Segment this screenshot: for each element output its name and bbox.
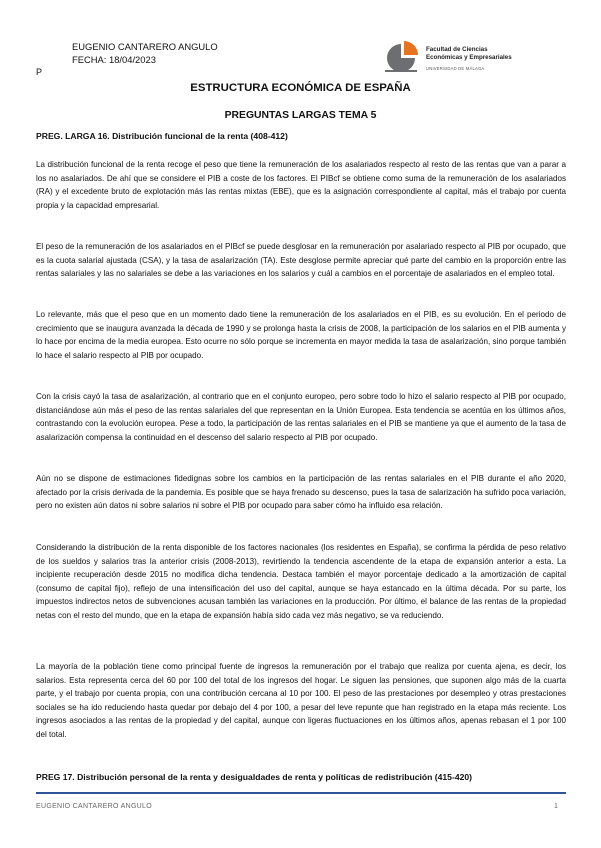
- section-heading-16: PREG. LARGA 16. Distribución funcional de la renta (408-412): [36, 131, 288, 141]
- p-mark: P: [36, 67, 43, 77]
- paragraph-1: La distribución funcional de la renta recoge el peso que tiene la remuneración de los asalariados respecto al resto de las rentas que van a parar a los no asalariados. De ahí que se considere el PIB a coste de los factores. El PIBcf se obtiene como suma de la remuneración de los asalariados (RA) y el excedente bruto de explotación más las rentas mixtas (EBE), que es la asignación correspondiente al capital, más el trabajo por cuenta propia y la capacidad empresarial.: [36, 160, 566, 210]
- logo-line-1: Facultad de Ciencias: [426, 46, 488, 53]
- footer-rule: [36, 792, 566, 794]
- document-subtitle: PREGUNTAS LARGAS TEMA 5: [224, 110, 377, 121]
- section-heading-17: PREG 17. Distribución personal de la renta y desigualdades de renta y políticas de redistribución (415-420): [36, 772, 473, 782]
- document-title: ESTRUCTURA ECONÓMICA DE ESPAÑA: [190, 82, 411, 94]
- paragraph-3: Lo relevante, más que el peso que en un momento dado tiene la remuneración de los asalariados en el PIB, es su evolución. En el periodo de crecimiento que se inaugura avanzada la década de 1990 y se prolonga hasta la crisis de 2008, la participación de los salarios en el PIB aumenta y lo hace por encima de la media europea. Esto ocurre no sólo porque se incrementa en mayor medida la tasa de asalarización, sino porque también lo hace el salario respecto al PIB por ocupado.: [36, 310, 566, 360]
- logo-text: [426, 46, 512, 61]
- document-date: FECHA: 18/04/2023: [72, 54, 156, 65]
- paragraph-7: La mayoría de la población tiene como principal fuente de ingresos la remuneración por el trabajo que realiza por cuenta ajena, es decir, los salarios. Esta representa cerca del 60 por 100 del total de los ingresos del hogar. Le siguen las pensiones, que suponen algo más de la cuarta parte, y el trabajo por cuenta propia, con una contribución cercana al 10 por 100. El peso de las prestaciones por desempleo y otras prestaciones sociales se ha ido reduciendo hasta quedar por debajo del 4 por 100, a pesar del leve repunte que han registrado en la etapa más reciente. Los ingresos asociados a las rentas de la propiedad y del capital, aunque con ligeras fluctuaciones en los últimos años, apenas rebasan el 1 por 100 del total.: [36, 662, 566, 739]
- paragraph-5: Aún no se dispone de estimaciones fidedignas sobre los cambios en la participación de las rentas salariales en el PIB durante el año 2020, afectado por la crisis derivada de la pandemia. Es posible que se haya frenado su descenso, pues la tasa de salarización ha sufrido poca variación, pero no existen aún datos ni sobre salarios ni sobre el PIB por ocupado para saber cómo ha influido esa relación.: [36, 474, 566, 510]
- page-number: 1: [554, 803, 558, 810]
- author-name: EUGENIO CANTARERO ANGULO: [72, 41, 218, 52]
- faculty-logo: [381, 40, 551, 76]
- paragraph-2: El peso de la remuneración de los asalariados en el PIBcf se puede desglosar en la remuneración por asalariado respecto al PIB por ocupado, que es la cuota salarial ajustada (CSA), y la tasa de asalarización (TA). Este desglose permite apreciar qué parte del cambio en la proporción entre las rentas salariales y las no salariales se debe a las variaciones en los salarios y cuál a cambios en el porcentaje de asalariados en el empleo total.: [36, 242, 566, 278]
- author-block: [72, 40, 218, 66]
- faculty-logo-icon: [381, 40, 421, 76]
- footer-author: EUGENIO CANTARERO ANGULO: [36, 803, 152, 810]
- paragraph-6: Considerando la distribución de la renta disponible de los factores nacionales (los residentes en España), se confirma la pérdida de peso relativo de los sueldos y salarios tras la anterior crisis (2008-2013), revirtiendo la tendencia ascendente de la etapa de expansión anterior a esta. La incipiente recuperación desde 2015 no modifica dicha tendencia. Destaca también el mayor porcentaje dedicado a la amortización de capital (consumo de capital fijo), reflejo de una intensificación del uso del capital, aunque se haya estancado en la última década. Por su parte, los impuestos indirectos netos de subvenciones acusan también las variaciones en la producción. Por último, el balance de las rentas de la propiedad netas con el resto del mundo, que en la etapa de expansión había sido cada vez más negativo, se va reduciendo.: [36, 543, 566, 620]
- logo-university: UNIVERSIDAD DE MÁLAGA: [426, 66, 485, 71]
- logo-line-2: Económicas y Empresariales: [426, 53, 512, 61]
- paragraph-4: Con la crisis cayó la tasa de asalarización, al contrario que en el conjunto europeo, pero sobre todo lo hizo el salario respecto al PIB por ocupado, distanciándose aún más el peso de las rentas salariales del que representan en la Unión Europea. Esta tendencia se acentúa en los últimos años, contrastando con la evolución europea. Pese a todo, la participación de las rentas salariales en el PIB se mantiene ya que el aumento de la tasa de asalarización compensa la continuidad en el descenso del salario respecto al PIB por ocupado.: [36, 392, 566, 442]
